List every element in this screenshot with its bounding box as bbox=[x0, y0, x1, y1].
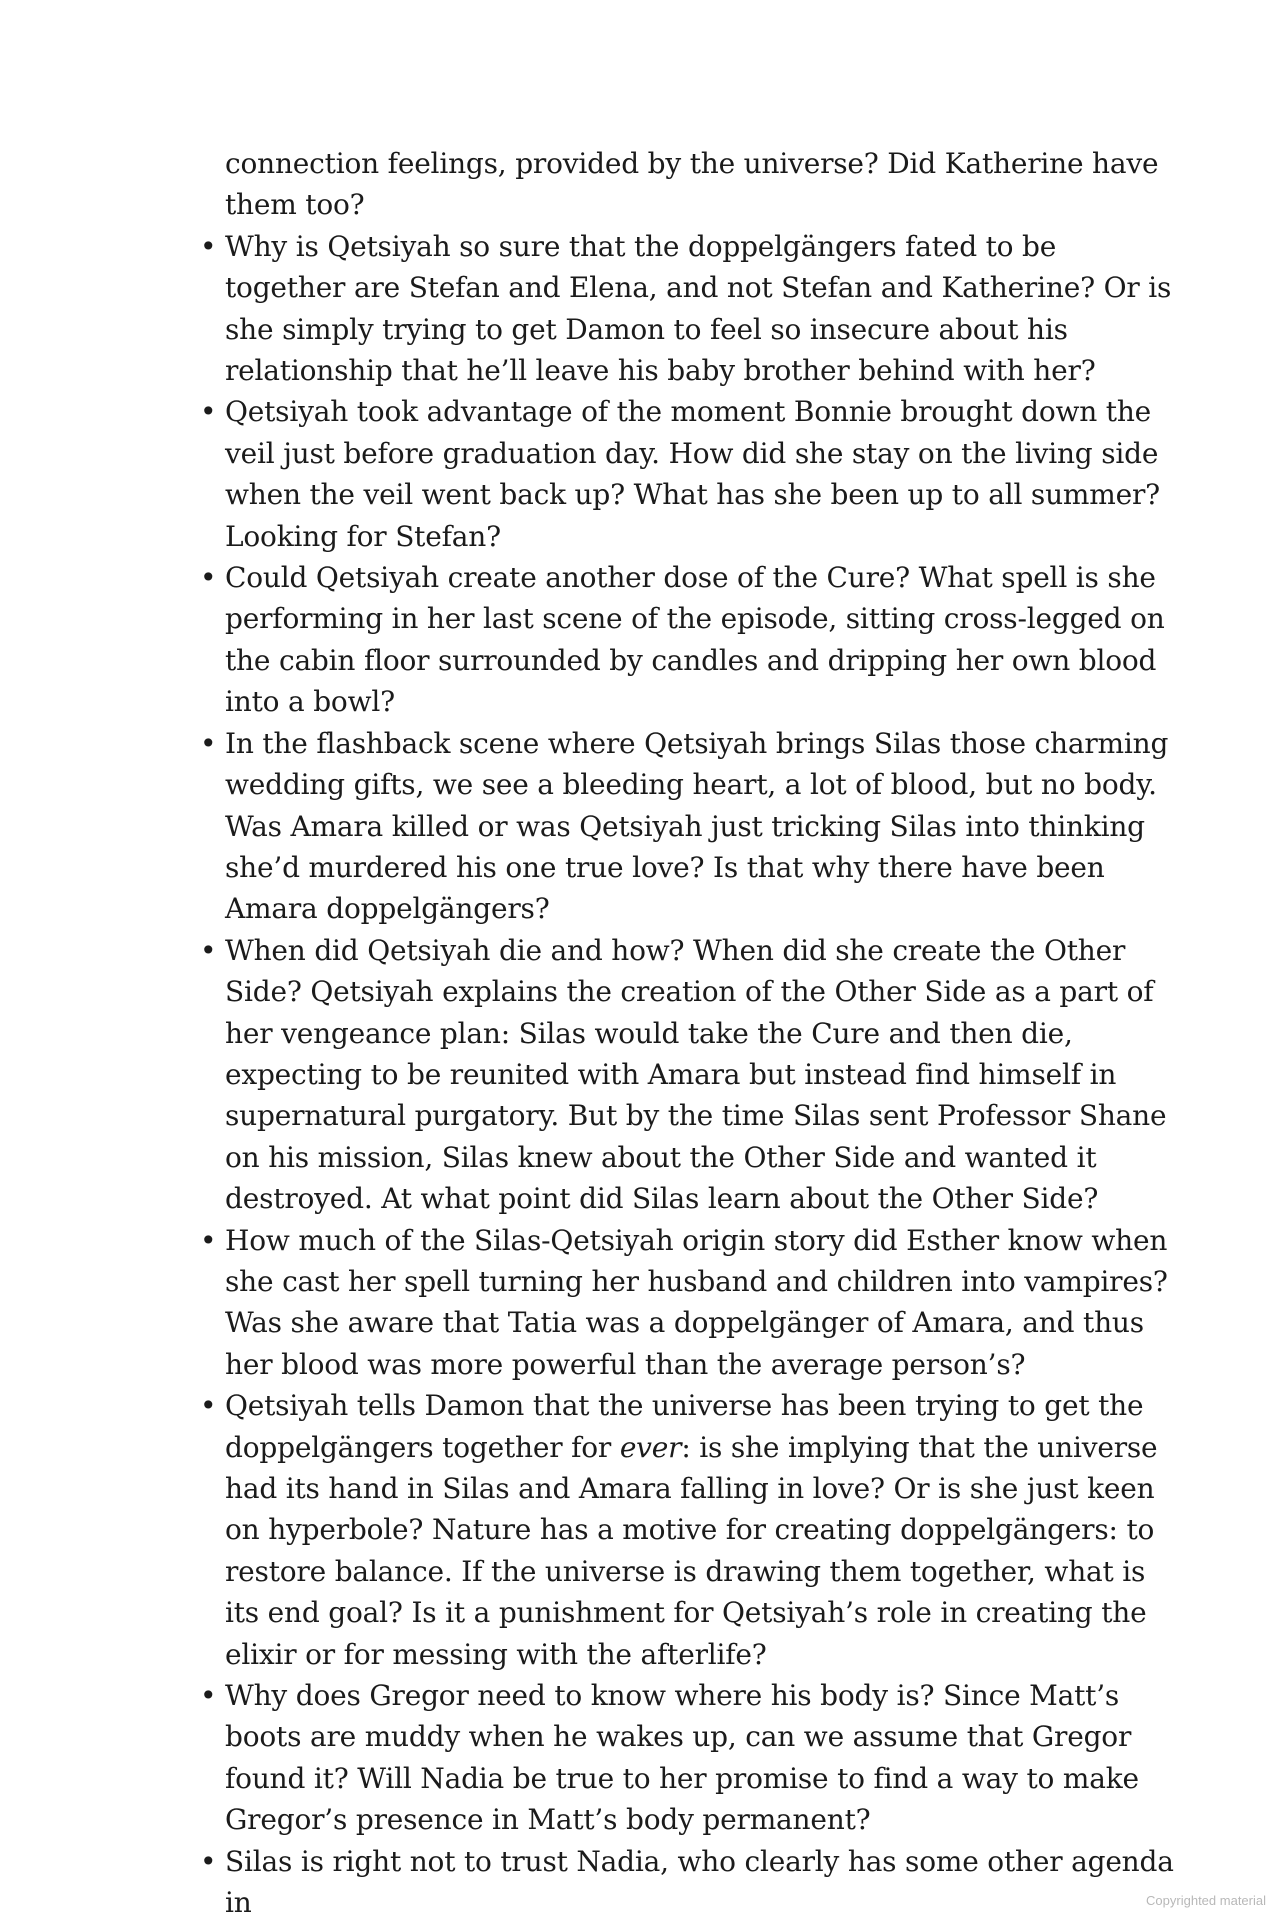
list-item bbox=[200, 226, 1185, 392]
bullet-icon: • bbox=[200, 1223, 217, 1257]
list-item bbox=[200, 1675, 1185, 1841]
list-item bbox=[200, 391, 1185, 557]
bullet-icon: • bbox=[200, 1389, 217, 1423]
list-item bbox=[200, 1385, 1185, 1675]
list-item bbox=[200, 557, 1185, 723]
bullet-icon: • bbox=[200, 1844, 217, 1878]
bullet-icon: • bbox=[200, 229, 217, 263]
bullet-icon: • bbox=[200, 561, 217, 595]
list-item bbox=[200, 1841, 1185, 1923]
list-item bbox=[200, 1220, 1185, 1386]
bullet-icon: • bbox=[200, 395, 217, 429]
list-item-text: How much of the Silas-Qetsiyah origin story did Esther know when she cast her spell turning her husband and children into vampires? Was she aware that Tatia was a doppelgänger of Amara, and thus her blood was more powerful than the average person’s? bbox=[225, 1223, 1168, 1381]
list-item bbox=[200, 723, 1185, 930]
list-item-text: Could Qetsiyah create another dose of the Cure? What spell is she performing in her last scene of the episode, sitting cross-legged on the cabin floor surrounded by candles and dripping her own blood into a bowl? bbox=[225, 561, 1165, 719]
list-item bbox=[200, 930, 1185, 1220]
copyright-notice: Copyrighted material bbox=[1146, 1893, 1266, 1908]
question-list bbox=[200, 226, 1185, 1923]
list-item-text-before: Qetsiyah tells Damon that the universe has been trying to get the doppelgängers together for bbox=[225, 1389, 1144, 1464]
list-item-text: Qetsiyah took advantage of the moment Bonnie brought down the veil just before graduation day. How did she stay on the living side when the veil went back up? What has she been up to all summer? Looking for Stefan? bbox=[225, 395, 1160, 553]
continuation-paragraph: connection feelings, provided by the universe? Did Katherine have them too? bbox=[225, 147, 1159, 222]
bullet-icon: • bbox=[200, 726, 217, 760]
list-item-text: When did Qetsiyah die and how? When did she create the Other Side? Qetsiyah explains the creation of the Other Side as a part of her vengeance plan: Silas would take the Cure and then die, expecting to be reunited with Amara but instead find himself in supernatural purgatory. But by the time Silas sent Professor Shane on his mission, Silas knew about the Other Side and wanted it destroyed. At what point did Silas learn about the Other Side? bbox=[225, 933, 1167, 1216]
list-item-text: Why is Qetsiyah so sure that the doppelgängers fated to be together are Stefan and Elena, and not Stefan and Katherine? Or is she simply trying to get Damon to feel so insecure about his relationship that he’ll leave his baby brother behind with her? bbox=[225, 229, 1172, 388]
list-item-text-after: : is she implying that the universe had its hand in Silas and Amara falling in love? Or is she just keen on hyperbole? Nature has a motive for creating doppelgängers: to restore balance. If the universe is drawing them together, what is its end goal? Is it a punishment for Qetsiyah’s role in creating the elixir or for messing with the afterlife? bbox=[225, 1430, 1158, 1671]
list-item-text: Why does Gregor need to know where his body is? Since Matt’s boots are muddy when he wakes up, can we assume that Gregor found it? Will Nadia be true to her promise to find a way to make Gregor’s presence in Matt’s body permanent? bbox=[225, 1679, 1139, 1837]
list-item-text: Silas is right not to trust Nadia, who clearly has some other agenda in bbox=[225, 1844, 1174, 1920]
emphasized-word: ever bbox=[619, 1430, 682, 1464]
bullet-icon: • bbox=[200, 933, 217, 967]
bullet-icon: • bbox=[200, 1679, 217, 1713]
list-item-text: In the flashback scene where Qetsiyah brings Silas those charming wedding gifts, we see a bleeding heart, a lot of blood, but no body. Was Amara killed or was Qetsiyah just tricking Silas into thinking she’d murdered his one true love? Is that why there have been Amara doppelgängers? bbox=[225, 726, 1169, 926]
text-block bbox=[200, 143, 1185, 1923]
